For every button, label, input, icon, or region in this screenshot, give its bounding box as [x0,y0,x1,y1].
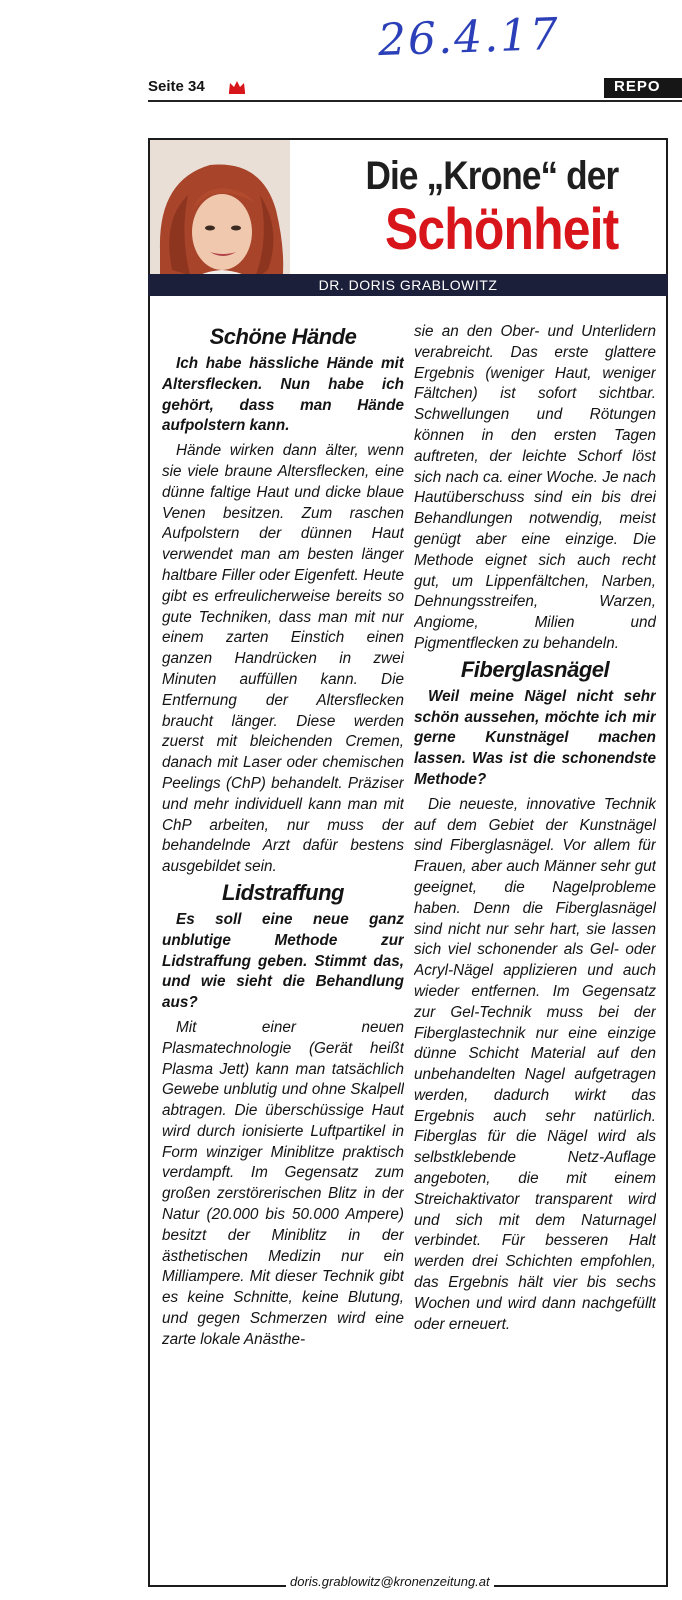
text-column-right [414,322,656,1572]
expert-answer: Die neueste, innovative Technik auf dem Gebiet der Kunstnägel sind Fiberglasnägel. Vor allem für Frauen, aber auch Männer sehr gut geeignet, die Nagelprobleme haben. Denn die Fiberglasnägel sind nicht nur sehr hart, sie lassen sich viel schonender als Gel- oder Acryl-Nägel applizieren und auch wieder entfernen. Im Gegensatz zur Gel-Technik muss bei der Fiberglastechnik nur eine einzige dünne Schicht Material auf den unbehandelten Nagel aufgetragen werden, dadurch wirkt das Ergebnis auch sehr natürlich. Fiberglas für die Nägel wird als selbstklebende Netz-Auflage angeboten, die mit einem Streichaktivator transparent wird und sich mit dem Naturnagel verbindet. Für besseren Halt werden drei Schichten empfohlen, das Ergebnis hält vier bis sechs Wochen und wird dann nachgefüllt oder erneuert. [414,795,656,1333]
section-tab: REPO [604,78,682,98]
article-heading: Lidstraffung [222,879,344,905]
crown-icon [228,80,246,94]
expert-answer: Hände wirken dann älter, wenn sie viele braune Altersflecken, eine dünne faltige Haut und dicke blaue Venen besitzen. Zum raschen Aufpolstern der dünnen Haut verwendet man am besten länger haltbare Filler oder Eigenfett. Heute gibt es erfreulicherweise bereits so gute Techniken, dass man mit nur einem zarten Einstich einen ganzen Handrücken in zwei Minuten auffüllen kann. Die Entfernung der Altersflecken braucht länger. Diese werden zuerst mit bleichenden Cremen, danach mit Laser oder chemischen Peelings (ChP) behandelt. Präziser und mehr individuell kann man mit ChP arbeiten, nur muss der behandelnde Arzt dafür bestens ausgebildet sein. [162,442,404,876]
expert-answer: Mit einer neuen Plasmatechnologie (Gerät heißt Plasma Jett) kann man tatsächlich Gewebe unblutig und ohne Skalpell abtragen. Die überschüssige Haut wird durch ionisierte Luftpartikel in Form winziger Miniblitze praktisch verdampft. Im Gegensatz zum großen zerstörerischen Blitz in der Natur (20.000 bis 50.000 Ampere) besitzt der Miniblitz in der ästhetischen Medizin nur ein Milliampere. Mit dieser Technik gibt es keine Schnitte, keine Blutung, und gegen Schmerzen wird eine zarte lokale Anästhe- [162,1018,404,1348]
article-heading: Fiberglasnägel [460,656,610,682]
expert-answer-continued: sie an den Ober- und Unterlidern verabreicht. Das erste glattere Ergebnis (weniger Haut, weniger Fältchen) ist sofort sichtbar. Schwellungen und Rötungen können in den ersten Tagen auftreten, der leichte Schorf löst sich nach ca. einer Woche. Je nach Hautüberschuss sind ein bis drei Behandlungen notwendig, meist genügt aber eine einzige. Die Methode eignet sich auch recht gut, um Lippenfältchen, Narben, Dehnungsstreifen, Warzen, Angiome, Milien und Pigmentflecken zu behandeln. [414,323,656,652]
author-byline: DR. DORIS GRABLOWITZ [148,274,668,296]
reader-question: Ich habe hässliche Hände mit Altersflecken. Nun habe ich gehört, dass man Hände aufpolstern kann. [162,355,404,435]
column-header [148,138,668,296]
reader-question: Weil meine Nägel nicht sehr schön aussehen, möchte ich mir gerne Kunstnägel machen lassen. Was ist die schonendste Methode? [414,687,656,788]
column-title-line2: Schönheit [384,197,618,262]
text-column-left [162,322,404,1572]
page-number: Seite 34 [148,78,205,95]
author-portrait [150,140,290,296]
column-title-line1: Die „Krone“ der [365,154,618,198]
reader-question: Es soll eine neue ganz unblutige Methode zur Lidstraffung geben. Stimmt das, und wie sieht die Behandlung aus? [162,910,404,1012]
article-heading: Schöne Hände [209,324,357,349]
handwritten-date: 26.4.17 [377,8,561,67]
author-email: doris.grablowitz@kronenzeitung.at [286,1574,494,1589]
page-header-rule [148,78,682,102]
